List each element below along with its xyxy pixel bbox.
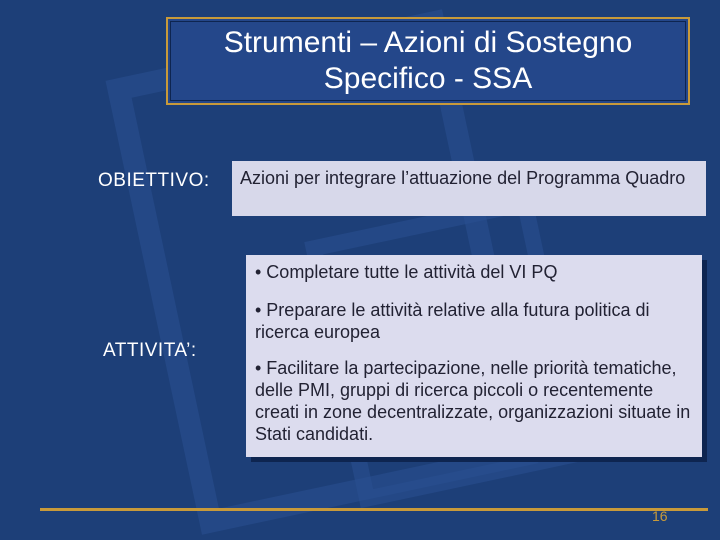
activity-item: • Preparare le attività relative alla futura politica di ricerca europea	[255, 300, 650, 342]
activity-label: ATTIVITA’:	[103, 340, 197, 361]
activity-item: • Completare tutte le attività del VI PQ	[255, 262, 558, 282]
objective-label: OBIETTIVO:	[98, 170, 210, 191]
slide-title-line1: Strumenti – Azioni di Sostegno	[223, 26, 633, 59]
page-number: 16	[652, 508, 668, 524]
activity-item: • Facilitare la partecipazione, nelle priorità tematiche, delle PMI, gruppi di ricerca piccoli o recentemente creati in zone decentralizzate, organizzazioni situate in Stati candidati.	[255, 358, 691, 444]
activity-list	[246, 255, 702, 457]
slide-title-line2: Specifico - SSA	[323, 62, 533, 95]
slide-title	[166, 17, 690, 105]
footer-divider	[40, 508, 708, 511]
objective-text: Azioni per integrare l’attuazione del Programma Quadro	[232, 161, 706, 216]
